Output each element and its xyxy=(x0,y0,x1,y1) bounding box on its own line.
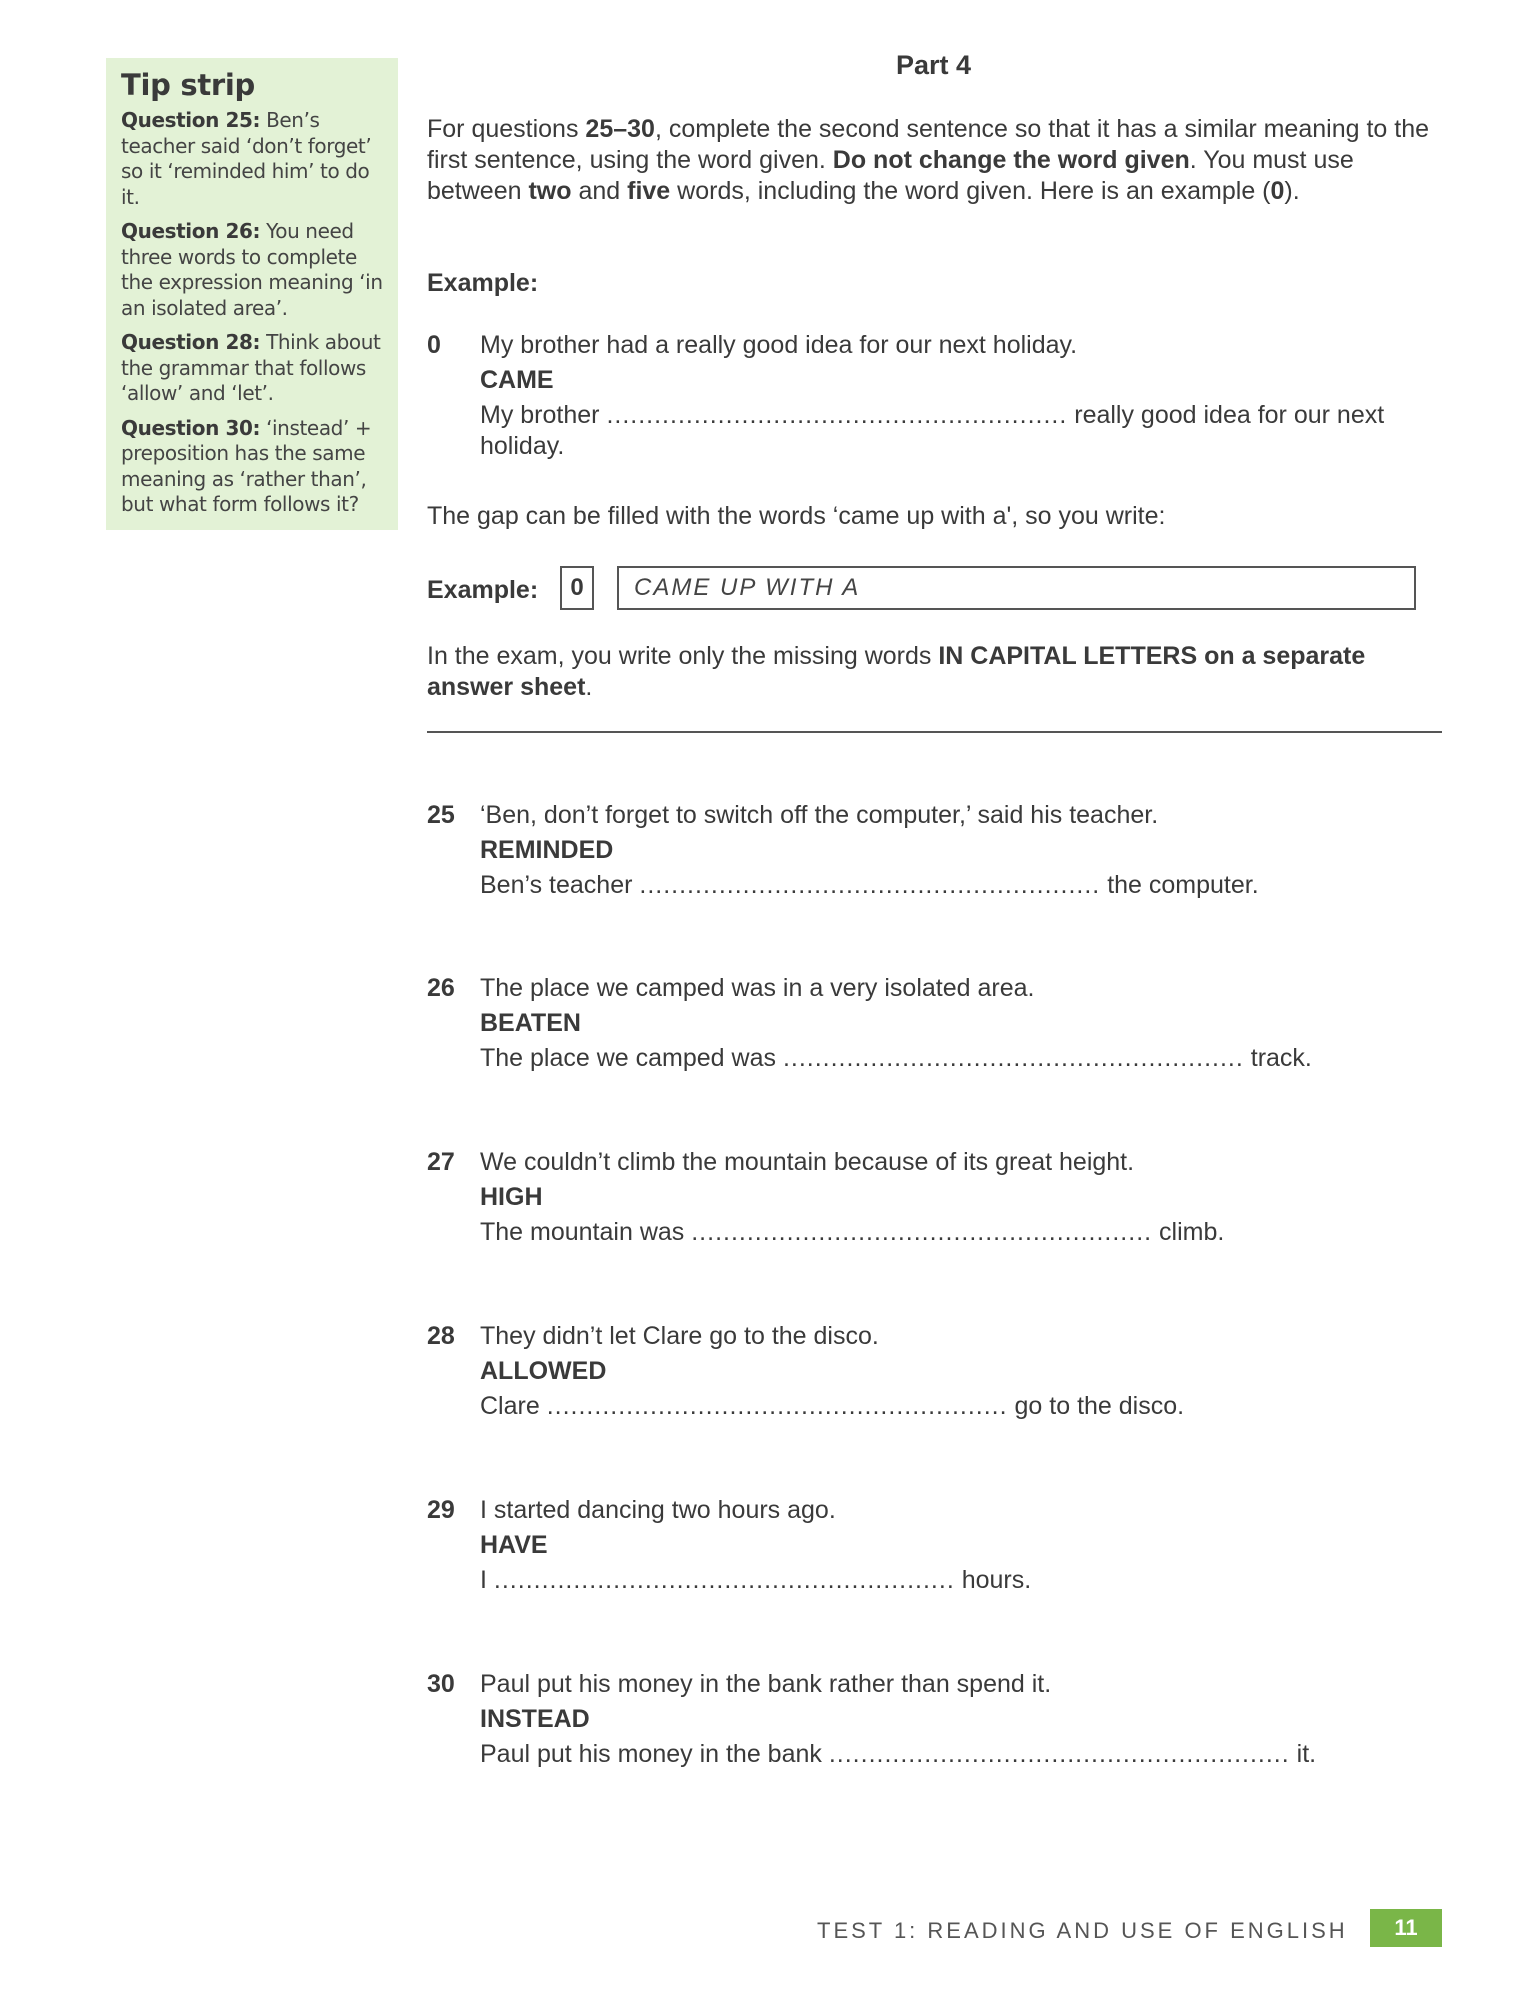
question-keyword: HAVE xyxy=(480,1531,548,1559)
example-transform xyxy=(480,400,1437,462)
tip-label: Question 25: xyxy=(121,108,261,132)
transform-start: Paul put his money in the bank xyxy=(480,1740,822,1768)
question-28 xyxy=(427,1321,1437,1422)
answer-gap: .......................................................... xyxy=(639,871,1101,899)
question-number: 26 xyxy=(427,974,455,1002)
instr-text: , complete the second sentence so that it has a similar meaning to the first sentence, using the word given. xyxy=(427,115,1430,174)
transform-start: Ben’s teacher xyxy=(480,871,633,899)
note-text: . xyxy=(585,673,593,701)
example-sentence: My brother had a really good idea for our next holiday. xyxy=(480,331,1078,359)
divider xyxy=(427,731,1442,733)
question-25 xyxy=(427,800,1437,901)
note-bold: IN CAPITAL LETTERS on a separate answer sheet xyxy=(427,642,1366,701)
instructions xyxy=(427,114,1437,207)
example-heading: Example: xyxy=(427,269,539,297)
question-sentence: ‘Ben, don’t forget to switch off the computer,’ said his teacher. xyxy=(480,801,1159,829)
example-box-label: Example: xyxy=(427,576,539,604)
tip-text: You need three words to complete the expression meaning ‘in an isolated area’. xyxy=(121,219,383,320)
tip-text: Ben’s teacher said ‘don’t forget’ so it ‘reminded him’ to do it. xyxy=(121,108,372,209)
instr-bold: 25–30 xyxy=(585,115,655,143)
instr-bold: Do not change the word given xyxy=(832,146,1190,174)
part-title: Part 4 xyxy=(896,50,972,80)
question-number: 28 xyxy=(427,1322,455,1350)
answer-gap: .......................................................... xyxy=(691,1218,1153,1246)
question-keyword: INSTEAD xyxy=(480,1705,590,1733)
answer-gap: .......................................................... xyxy=(493,1566,955,1594)
instr-text: ). xyxy=(1284,177,1300,205)
example-item xyxy=(427,330,1437,462)
tip-q28 xyxy=(121,330,384,407)
transform-start: The mountain was xyxy=(480,1218,685,1246)
transform-end: track. xyxy=(1250,1044,1312,1072)
question-transform xyxy=(480,1043,1437,1074)
question-29 xyxy=(427,1495,1437,1596)
tip-label: Question 30: xyxy=(121,415,261,440)
capital-letters-note xyxy=(427,641,1437,703)
question-transform xyxy=(480,1217,1437,1248)
transform-start: The place we camped was xyxy=(480,1044,776,1072)
note-text: In the exam, you write only the missing words xyxy=(427,642,939,670)
instr-text: words, including the word given. Here is an example ( xyxy=(670,177,1271,205)
tip-text: Think about the grammar that follows ‘allow’ and ‘let’. xyxy=(121,330,381,405)
transform-start: I xyxy=(480,1566,487,1594)
question-transform xyxy=(480,870,1437,901)
instr-bold: 0 xyxy=(1270,177,1285,205)
answer-gap: .......................................................... xyxy=(546,1392,1008,1420)
question-26 xyxy=(427,973,1437,1074)
gap-explanation: The gap can be filled with the words ‘came up with a', so you write: xyxy=(427,502,1166,530)
tip-q25 xyxy=(121,108,384,210)
question-sentence: The place we camped was in a very isolated area. xyxy=(480,974,1035,1002)
answer-gap: .......................................................... xyxy=(828,1740,1290,1768)
question-number: 27 xyxy=(427,1148,455,1176)
question-30 xyxy=(427,1669,1437,1770)
tip-label: Question 28: xyxy=(121,330,261,354)
question-27 xyxy=(427,1147,1437,1248)
transform-start: Clare xyxy=(480,1392,540,1420)
tip-strip-title: Tip strip xyxy=(121,68,256,102)
example-gap: .......................................................... xyxy=(606,401,1068,429)
question-sentence: Paul put his money in the bank rather than spend it. xyxy=(480,1670,1052,1698)
question-keyword: BEATEN xyxy=(480,1009,581,1037)
transform-end: hours. xyxy=(961,1566,1032,1594)
instr-bold: two xyxy=(528,177,572,205)
example-start: My brother xyxy=(480,401,600,429)
example-keyword: CAME xyxy=(480,366,554,394)
question-number: 25 xyxy=(427,801,455,829)
question-transform xyxy=(480,1565,1437,1596)
tip-strip xyxy=(106,58,398,530)
question-keyword: HIGH xyxy=(480,1183,543,1211)
instr-bold: five xyxy=(627,177,671,205)
transform-end: it. xyxy=(1296,1740,1317,1768)
question-keyword: REMINDED xyxy=(480,836,614,864)
example-number-box: 0 xyxy=(560,566,594,610)
instr-text: . You must use between xyxy=(427,146,1354,205)
transform-end: go to the disco. xyxy=(1014,1392,1185,1420)
question-keyword: ALLOWED xyxy=(480,1357,607,1385)
question-sentence: They didn’t let Clare go to the disco. xyxy=(480,1322,879,1350)
example-number: 0 xyxy=(427,331,441,359)
footer-test-title: TEST 1: READING AND USE OF ENGLISH xyxy=(817,1918,1348,1943)
instr-text: and xyxy=(571,177,628,205)
answer-gap: .......................................................... xyxy=(782,1044,1244,1072)
example-end: really good idea for our next holiday. xyxy=(480,401,1385,460)
question-transform xyxy=(480,1739,1437,1770)
transform-end: the computer. xyxy=(1107,871,1259,899)
tip-text: ‘instead’ + preposition has the same meaning as ‘rather than’, but what form follows it? xyxy=(121,415,372,516)
transform-end: climb. xyxy=(1159,1218,1225,1246)
page-number: 11 xyxy=(1370,1909,1442,1947)
instr-text: For questions xyxy=(427,115,586,143)
tip-label: Question 26: xyxy=(121,219,261,243)
question-sentence: We couldn’t climb the mountain because of its great height. xyxy=(480,1148,1135,1176)
question-sentence: I started dancing two hours ago. xyxy=(480,1496,836,1524)
question-number: 30 xyxy=(427,1670,455,1698)
question-number: 29 xyxy=(427,1496,455,1524)
example-answer-box: CAME UP WITH A xyxy=(617,566,1416,610)
tip-q26 xyxy=(121,219,384,321)
question-transform xyxy=(480,1391,1437,1422)
tip-q30 xyxy=(121,416,384,518)
